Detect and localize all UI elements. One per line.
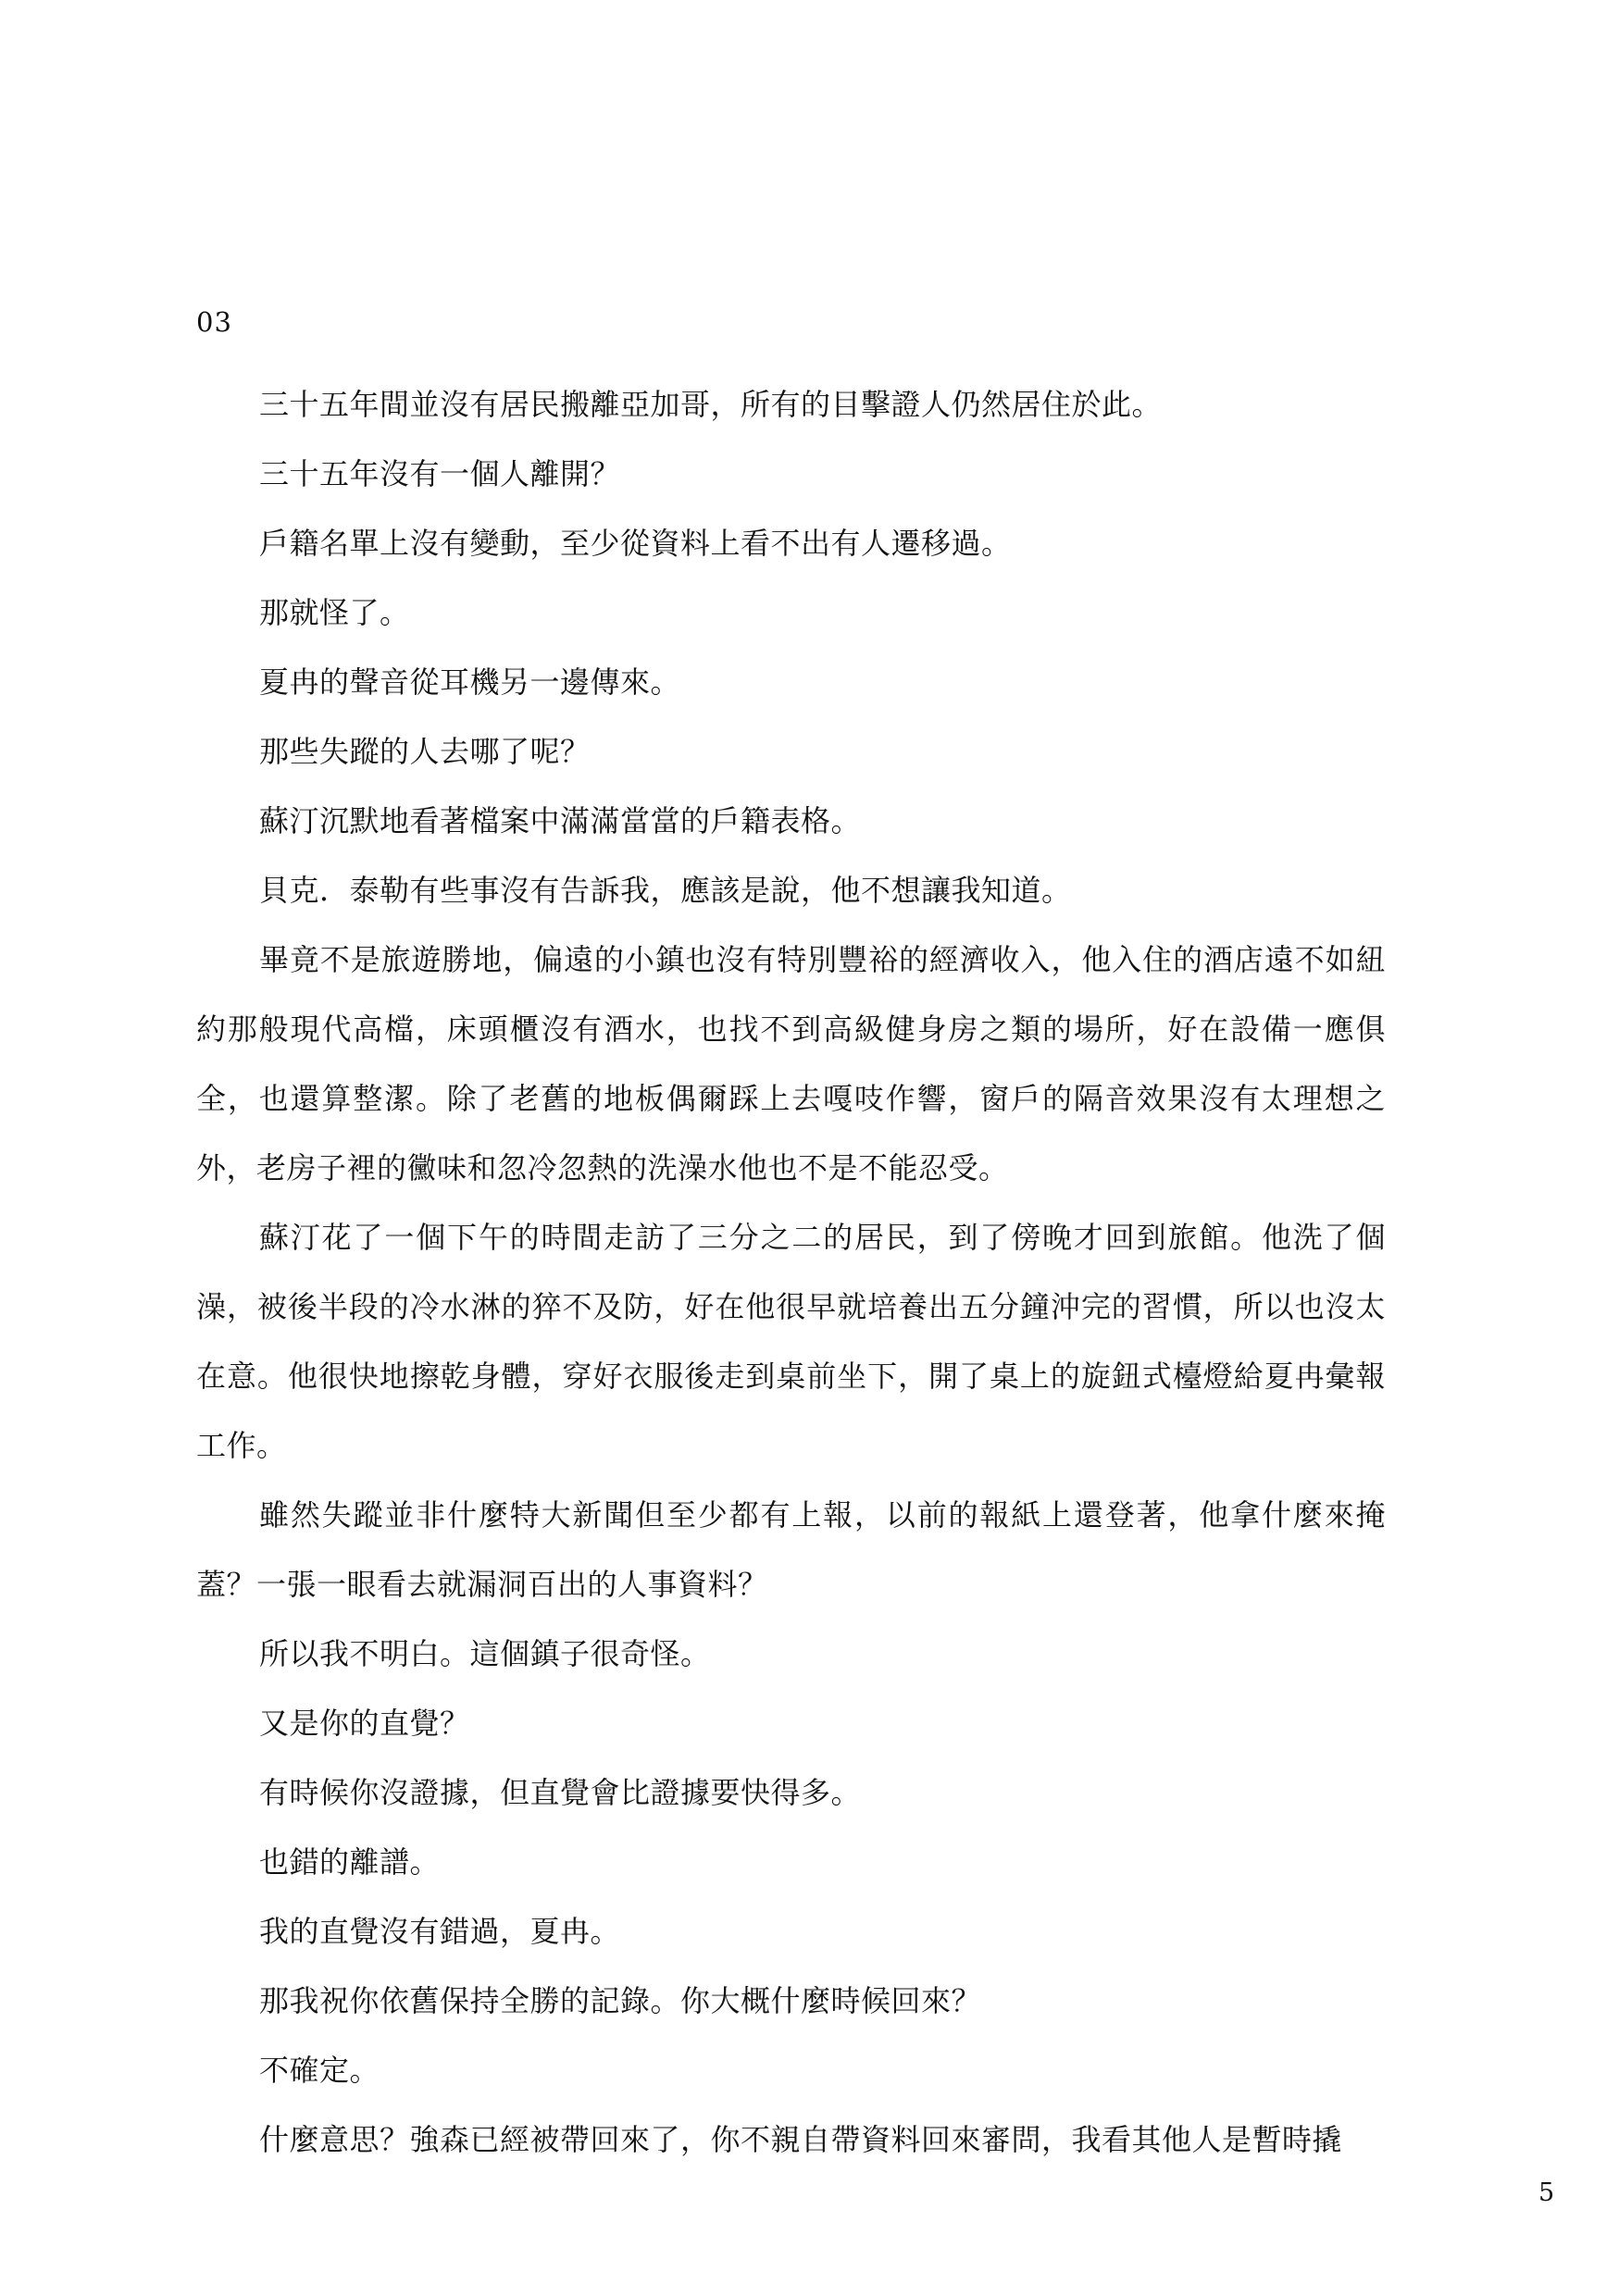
paragraph: 又是你的直覺？ [259, 1706, 470, 1741]
paragraph: 什麼意思？強森已經被帶回來了，你不親自帶資料回來審問，我看其他人是暫時撬 [259, 2122, 1343, 2157]
chapter-number: 03 [196, 306, 232, 338]
paragraph: 也錯的離譜。 [259, 1844, 441, 1880]
paragraph: 所以我不明白。這個鎮子很奇怪。 [259, 1636, 711, 1671]
paragraph: 那些失蹤的人去哪了呢？ [259, 734, 591, 769]
paragraph: 貝克．泰勒有些事沒有告訴我，應該是說，他不想讓我知道。 [259, 873, 1072, 908]
paragraph: 那我祝你依舊保持全勝的記錄。你大概什麼時候回來？ [259, 1983, 982, 2018]
paragraph: 我的直覺沒有錯過，夏冉。 [259, 1914, 621, 1949]
paragraph: 三十五年沒有一個人離開？ [259, 456, 621, 491]
page-number: 5 [1538, 2178, 1555, 2207]
paragraph: 有時候你沒證據，但直覺會比證據要快得多。 [259, 1775, 862, 1810]
body-text [196, 370, 1386, 2175]
paragraph: 畢竟不是旅遊勝地，偏遠的小鎮也沒有特別豐裕的經濟收入，他入住的酒店遠不如紐約那般現代高檔，床頭櫃沒有酒水，也找不到高級健身房之類的場所，好在設備一應俱全，也還算整潔。除了老舊的地板偶爾踩上去嘎吱作響，窗戶的隔音效果沒有太理想之外，老房子裡的黴味和忽冷忽熱的洗澡水他也不是不能忍受。 [196, 942, 1386, 1185]
paragraph: 不確定。 [259, 2053, 380, 2088]
paragraph: 蘇汀花了一個下午的時間走訪了三分之二的居民，到了傍晚才回到旅館。他洗了個澡，被後半段的冷水淋的猝不及防，好在他很早就培養出五分鐘沖完的習慣，所以也沒太在意。他很快地擦乾身體，穿好衣服後走到桌前坐下，開了桌上的旋鈕式檯燈給夏冉彙報工作。 [196, 1220, 1386, 1463]
paragraph: 蘇汀沉默地看著檔案中滿滿當當的戶籍表格。 [259, 803, 862, 838]
paragraph: 戶籍名單上沒有變動，至少從資料上看不出有人遷移過。 [259, 526, 1012, 561]
paragraph: 三十五年間並沒有居民搬離亞加哥，所有的目擊證人仍然居住於此。 [259, 387, 1163, 422]
paragraph: 夏冉的聲音從耳機另一邊傳來。 [259, 664, 681, 700]
paragraph: 雖然失蹤並非什麼特大新聞但至少都有上報，以前的報紙上還登著，他拿什麼來掩蓋？一張一眼看去就漏洞百出的人事資料？ [196, 1497, 1386, 1602]
paragraph: 那就怪了。 [259, 595, 410, 630]
